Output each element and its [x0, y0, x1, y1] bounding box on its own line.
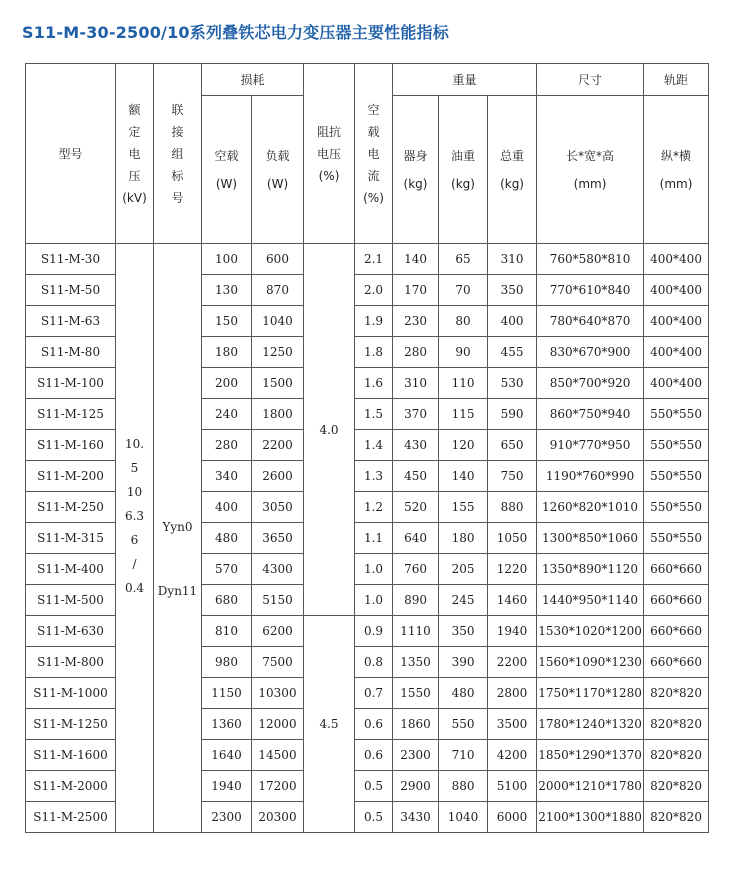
cell-body-weight: 640 — [393, 523, 439, 554]
cell-body-weight: 280 — [393, 337, 439, 368]
cell-dimensions: 1260*820*1010 — [537, 492, 644, 523]
cell-noload-current: 1.4 — [355, 430, 393, 461]
cell-total-weight: 590 — [488, 399, 537, 430]
cell-noload-current: 0.5 — [355, 771, 393, 802]
cell-dimensions: 1850*1290*1370 — [537, 740, 644, 771]
cell-noload-current: 1.0 — [355, 554, 393, 585]
cell-total-weight: 1460 — [488, 585, 537, 616]
cell-noload-current: 1.8 — [355, 337, 393, 368]
cell-oil-weight: 710 — [439, 740, 488, 771]
cell-track-gauge: 820*820 — [644, 771, 709, 802]
cell-noload-current: 0.5 — [355, 802, 393, 833]
cell-total-weight: 1050 — [488, 523, 537, 554]
header-loss: 损耗 — [202, 64, 304, 96]
header-gauge-unit: 纵*横 (mm) — [644, 96, 709, 244]
cell-track-gauge: 660*660 — [644, 585, 709, 616]
header-row-1 — [26, 64, 709, 96]
cell-model: S11-M-160 — [26, 430, 116, 461]
cell-noload-loss: 340 — [202, 461, 252, 492]
cell-track-gauge: 660*660 — [644, 647, 709, 678]
cell-noload-current: 0.6 — [355, 740, 393, 771]
header-dimensions: 尺寸 — [537, 64, 644, 96]
header-body-weight: 器身 (kg) — [393, 96, 439, 244]
cell-noload-current: 1.1 — [355, 523, 393, 554]
cell-track-gauge: 400*400 — [644, 368, 709, 399]
cell-total-weight: 1940 — [488, 616, 537, 647]
cell-noload-loss: 400 — [202, 492, 252, 523]
cell-total-weight: 6000 — [488, 802, 537, 833]
cell-track-gauge: 550*550 — [644, 430, 709, 461]
cell-model: S11-M-315 — [26, 523, 116, 554]
cell-noload-loss: 2300 — [202, 802, 252, 833]
cell-oil-weight: 70 — [439, 275, 488, 306]
cell-load-loss: 4300 — [252, 554, 304, 585]
cell-noload-loss: 280 — [202, 430, 252, 461]
header-noload-loss: 空载 (W) — [202, 96, 252, 244]
cell-noload-loss: 980 — [202, 647, 252, 678]
cell-oil-weight: 1040 — [439, 802, 488, 833]
cell-noload-current: 2.1 — [355, 244, 393, 275]
cell-load-loss: 1800 — [252, 399, 304, 430]
cell-total-weight: 750 — [488, 461, 537, 492]
cell-dimensions: 1440*950*1140 — [537, 585, 644, 616]
cell-oil-weight: 205 — [439, 554, 488, 585]
cell-total-weight: 400 — [488, 306, 537, 337]
cell-load-loss: 5150 — [252, 585, 304, 616]
cell-noload-loss: 180 — [202, 337, 252, 368]
cell-model: S11-M-800 — [26, 647, 116, 678]
cell-dimensions: 850*700*920 — [537, 368, 644, 399]
cell-noload-current: 1.0 — [355, 585, 393, 616]
cell-dimensions: 1190*760*990 — [537, 461, 644, 492]
cell-model: S11-M-400 — [26, 554, 116, 585]
header-load-loss: 负载 (W) — [252, 96, 304, 244]
cell-total-weight: 2200 — [488, 647, 537, 678]
cell-model: S11-M-100 — [26, 368, 116, 399]
cell-load-loss: 14500 — [252, 740, 304, 771]
cell-body-weight: 430 — [393, 430, 439, 461]
cell-track-gauge: 550*550 — [644, 523, 709, 554]
cell-noload-loss: 1940 — [202, 771, 252, 802]
cell-oil-weight: 115 — [439, 399, 488, 430]
cell-track-gauge: 550*550 — [644, 461, 709, 492]
cell-oil-weight: 550 — [439, 709, 488, 740]
cell-load-loss: 20300 — [252, 802, 304, 833]
cell-body-weight: 230 — [393, 306, 439, 337]
cell-load-loss: 3650 — [252, 523, 304, 554]
cell-noload-loss: 100 — [202, 244, 252, 275]
cell-body-weight: 1110 — [393, 616, 439, 647]
cell-model: S11-M-630 — [26, 616, 116, 647]
cell-total-weight: 2800 — [488, 678, 537, 709]
cell-dimensions: 1560*1090*1230 — [537, 647, 644, 678]
cell-total-weight: 455 — [488, 337, 537, 368]
header-weight: 重量 — [393, 64, 537, 96]
cell-oil-weight: 90 — [439, 337, 488, 368]
cell-noload-current: 1.5 — [355, 399, 393, 430]
cell-track-gauge: 820*820 — [644, 802, 709, 833]
cell-noload-loss: 1640 — [202, 740, 252, 771]
cell-dimensions: 860*750*940 — [537, 399, 644, 430]
cell-noload-current: 1.3 — [355, 461, 393, 492]
cell-total-weight: 310 — [488, 244, 537, 275]
cell-noload-loss: 150 — [202, 306, 252, 337]
cell-load-loss: 2200 — [252, 430, 304, 461]
cell-track-gauge: 820*820 — [644, 740, 709, 771]
cell-oil-weight: 880 — [439, 771, 488, 802]
cell-dimensions: 2000*1210*1780 — [537, 771, 644, 802]
cell-model: S11-M-200 — [26, 461, 116, 492]
cell-model: S11-M-2000 — [26, 771, 116, 802]
cell-body-weight: 170 — [393, 275, 439, 306]
cell-body-weight: 2900 — [393, 771, 439, 802]
cell-noload-loss: 240 — [202, 399, 252, 430]
cell-body-weight: 1350 — [393, 647, 439, 678]
cell-oil-weight: 110 — [439, 368, 488, 399]
cell-model: S11-M-125 — [26, 399, 116, 430]
cell-total-weight: 3500 — [488, 709, 537, 740]
cell-model: S11-M-250 — [26, 492, 116, 523]
cell-oil-weight: 245 — [439, 585, 488, 616]
table-row — [26, 244, 709, 275]
cell-dimensions: 1530*1020*1200 — [537, 616, 644, 647]
cell-load-loss: 600 — [252, 244, 304, 275]
header-total-weight: 总重 (kg) — [488, 96, 537, 244]
cell-dimensions: 830*670*900 — [537, 337, 644, 368]
cell-noload-loss: 1360 — [202, 709, 252, 740]
cell-noload-loss: 1150 — [202, 678, 252, 709]
cell-impedance-voltage: 4.0 — [304, 244, 355, 616]
cell-connection-group: Yyn0 Dyn11 — [154, 244, 202, 833]
cell-model: S11-M-80 — [26, 337, 116, 368]
page-title: S11-M-30-2500/10系列叠铁芯电力变压器主要性能指标 — [22, 23, 449, 42]
cell-model: S11-M-1000 — [26, 678, 116, 709]
cell-model: S11-M-1250 — [26, 709, 116, 740]
cell-noload-current: 1.9 — [355, 306, 393, 337]
cell-noload-current: 0.6 — [355, 709, 393, 740]
cell-dimensions: 760*580*810 — [537, 244, 644, 275]
cell-dimensions: 2100*1300*1880 — [537, 802, 644, 833]
cell-load-loss: 870 — [252, 275, 304, 306]
cell-oil-weight: 80 — [439, 306, 488, 337]
cell-body-weight: 760 — [393, 554, 439, 585]
cell-body-weight: 890 — [393, 585, 439, 616]
cell-load-loss: 7500 — [252, 647, 304, 678]
cell-rated-voltage: 10. 5 10 6.3 6 / 0.4 — [116, 244, 154, 833]
cell-model: S11-M-50 — [26, 275, 116, 306]
cell-noload-loss: 810 — [202, 616, 252, 647]
cell-model: S11-M-2500 — [26, 802, 116, 833]
cell-track-gauge: 660*660 — [644, 554, 709, 585]
cell-dimensions: 770*610*840 — [537, 275, 644, 306]
cell-oil-weight: 155 — [439, 492, 488, 523]
cell-track-gauge: 400*400 — [644, 337, 709, 368]
table-body — [26, 244, 709, 833]
cell-noload-current: 0.9 — [355, 616, 393, 647]
cell-load-loss: 1040 — [252, 306, 304, 337]
cell-oil-weight: 120 — [439, 430, 488, 461]
cell-load-loss: 3050 — [252, 492, 304, 523]
cell-noload-current: 0.8 — [355, 647, 393, 678]
cell-track-gauge: 660*660 — [644, 616, 709, 647]
cell-dimensions: 1750*1170*1280 — [537, 678, 644, 709]
cell-track-gauge: 550*550 — [644, 399, 709, 430]
cell-oil-weight: 180 — [439, 523, 488, 554]
cell-total-weight: 5100 — [488, 771, 537, 802]
cell-track-gauge: 820*820 — [644, 678, 709, 709]
cell-dimensions: 780*640*870 — [537, 306, 644, 337]
header-model: 型号 — [26, 64, 116, 244]
cell-load-loss: 17200 — [252, 771, 304, 802]
cell-load-loss: 1250 — [252, 337, 304, 368]
cell-noload-loss: 680 — [202, 585, 252, 616]
header-dimensions-unit: 长*宽*高 (mm) — [537, 96, 644, 244]
cell-noload-current: 0.7 — [355, 678, 393, 709]
cell-load-loss: 10300 — [252, 678, 304, 709]
cell-track-gauge: 400*400 — [644, 306, 709, 337]
cell-track-gauge: 400*400 — [644, 244, 709, 275]
cell-noload-loss: 480 — [202, 523, 252, 554]
transformer-spec-table — [25, 63, 709, 833]
header-connection-group: 联 接 组 标 号 — [154, 64, 202, 244]
cell-noload-loss: 200 — [202, 368, 252, 399]
cell-noload-loss: 570 — [202, 554, 252, 585]
cell-body-weight: 3430 — [393, 802, 439, 833]
cell-load-loss: 1500 — [252, 368, 304, 399]
cell-impedance-voltage: 4.5 — [304, 616, 355, 833]
cell-total-weight: 530 — [488, 368, 537, 399]
cell-noload-current: 1.2 — [355, 492, 393, 523]
cell-track-gauge: 820*820 — [644, 709, 709, 740]
cell-total-weight: 350 — [488, 275, 537, 306]
cell-model: S11-M-63 — [26, 306, 116, 337]
header-impedance-voltage: 阻抗 电压 (%) — [304, 64, 355, 244]
cell-body-weight: 370 — [393, 399, 439, 430]
cell-track-gauge: 550*550 — [644, 492, 709, 523]
header-track-gauge: 轨距 — [644, 64, 709, 96]
cell-model: S11-M-500 — [26, 585, 116, 616]
cell-track-gauge: 400*400 — [644, 275, 709, 306]
cell-load-loss: 12000 — [252, 709, 304, 740]
cell-body-weight: 2300 — [393, 740, 439, 771]
cell-dimensions: 1780*1240*1320 — [537, 709, 644, 740]
cell-noload-loss: 130 — [202, 275, 252, 306]
cell-load-loss: 2600 — [252, 461, 304, 492]
cell-oil-weight: 65 — [439, 244, 488, 275]
cell-body-weight: 1860 — [393, 709, 439, 740]
cell-noload-current: 1.6 — [355, 368, 393, 399]
header-noload-current: 空 载 电 流 (%) — [355, 64, 393, 244]
cell-load-loss: 6200 — [252, 616, 304, 647]
cell-body-weight: 310 — [393, 368, 439, 399]
cell-body-weight: 520 — [393, 492, 439, 523]
cell-oil-weight: 480 — [439, 678, 488, 709]
cell-oil-weight: 350 — [439, 616, 488, 647]
cell-total-weight: 1220 — [488, 554, 537, 585]
cell-dimensions: 910*770*950 — [537, 430, 644, 461]
cell-body-weight: 1550 — [393, 678, 439, 709]
cell-body-weight: 140 — [393, 244, 439, 275]
cell-model: S11-M-30 — [26, 244, 116, 275]
cell-body-weight: 450 — [393, 461, 439, 492]
cell-oil-weight: 140 — [439, 461, 488, 492]
cell-dimensions: 1300*850*1060 — [537, 523, 644, 554]
cell-total-weight: 880 — [488, 492, 537, 523]
cell-total-weight: 4200 — [488, 740, 537, 771]
cell-total-weight: 650 — [488, 430, 537, 461]
cell-noload-current: 2.0 — [355, 275, 393, 306]
cell-oil-weight: 390 — [439, 647, 488, 678]
cell-dimensions: 1350*890*1120 — [537, 554, 644, 585]
cell-model: S11-M-1600 — [26, 740, 116, 771]
header-rated-voltage: 额 定 电 压 (kV) — [116, 64, 154, 244]
header-oil-weight: 油重 (kg) — [439, 96, 488, 244]
